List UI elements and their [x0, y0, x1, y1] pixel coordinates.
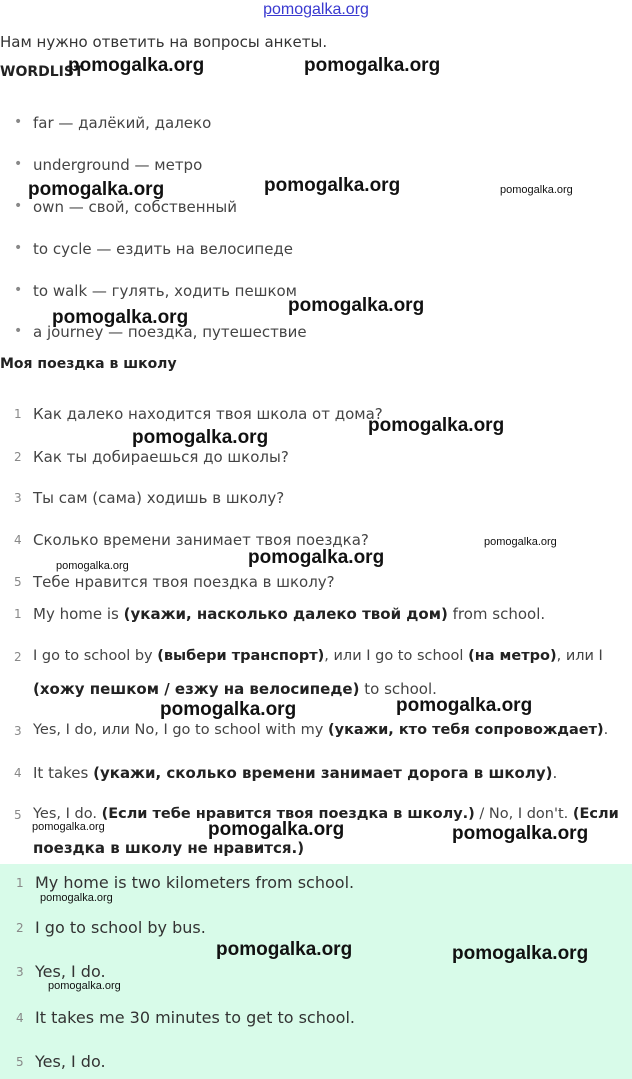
- template-number: 5: [14, 808, 22, 822]
- wordlist-item-text: to cycle — ездить на велосипеде: [33, 240, 294, 258]
- question-text: Сколько времени занимает твоя поездка?: [33, 531, 369, 549]
- question-number: 1: [14, 407, 22, 421]
- section-title: Моя поездка в школу: [0, 356, 177, 372]
- template-text: My home is (укажи, насколько далеко твой дом) from school.: [33, 605, 546, 623]
- template-row: [0, 648, 632, 670]
- watermark: pomogalka.org: [452, 943, 589, 964]
- question-number: 2: [14, 450, 22, 464]
- watermark: pomogalka.org: [208, 819, 345, 840]
- watermark: pomogalka.org: [264, 175, 401, 196]
- question-number: 5: [14, 575, 22, 589]
- template-number: 2: [14, 650, 22, 664]
- bullet-icon: •: [14, 198, 23, 214]
- wordlist-item-text: own — свой, собственный: [33, 198, 237, 216]
- watermark: pomogalka.org: [288, 295, 425, 316]
- bullet-icon: •: [14, 240, 23, 256]
- watermark: pomogalka.org: [160, 699, 297, 720]
- watermark: pomogalka.org: [452, 823, 589, 844]
- wordlist-item: [0, 198, 632, 220]
- template-text: It takes (укажи, сколько времени занимает дорога в школу).: [33, 764, 558, 782]
- template-number: 1: [14, 607, 22, 621]
- watermark: pomogalka.org: [40, 892, 113, 904]
- template-text: I go to school by (выбери транспорт), или I go to school (на метро), или I: [33, 648, 603, 664]
- answer-text: It takes me 30 minutes to get to school.: [35, 1008, 355, 1027]
- answer-text: Yes, I do.: [35, 1052, 106, 1071]
- wordlist-item-text: far — далёкий, далеко: [33, 114, 212, 132]
- watermark: pomogalka.org: [396, 695, 533, 716]
- watermark: pomogalka.org: [56, 560, 129, 572]
- bullet-icon: •: [14, 282, 23, 298]
- watermark: pomogalka.org: [28, 179, 165, 200]
- answer-text: My home is two kilometers from school.: [35, 873, 355, 892]
- watermark: pomogalka.org: [32, 821, 105, 833]
- watermark: pomogalka.org: [48, 980, 121, 992]
- question-row: [0, 573, 632, 595]
- answer-row: [0, 1052, 632, 1076]
- answer-number: 4: [16, 1011, 24, 1025]
- template-text-continued: (хожу пешком / езжу на велосипеде) to school.: [33, 680, 437, 698]
- answer-number: 2: [16, 921, 24, 935]
- intro-text: Нам нужно ответить на вопросы анкеты.: [0, 33, 328, 51]
- watermark: pomogalka.org: [132, 427, 269, 448]
- template-number: 4: [14, 766, 22, 780]
- question-text: Как ты добираешься до школы?: [33, 448, 289, 466]
- bullet-icon: •: [14, 156, 23, 172]
- wordlist-title: WORDLIST: [0, 64, 84, 80]
- watermark: pomogalka.org: [484, 536, 557, 548]
- wordlist-item-text: to walk — гулять, ходить пешком: [33, 282, 297, 300]
- question-text: Как далеко находится твоя школа от дома?: [33, 405, 383, 423]
- watermark: pomogalka.org: [68, 55, 205, 76]
- answer-number: 3: [16, 965, 24, 979]
- site-link[interactable]: pomogalka.org: [263, 1, 369, 18]
- wordlist-item: [0, 114, 632, 136]
- question-number: 4: [14, 533, 22, 547]
- watermark: pomogalka.org: [216, 939, 353, 960]
- template-row: [0, 605, 632, 627]
- template-row: [0, 722, 632, 744]
- watermark: pomogalka.org: [368, 415, 505, 436]
- question-row: [0, 489, 632, 511]
- template-text: Yes, I do, или No, I go to school with my (укажи, кто тебя сопровождает).: [33, 722, 609, 738]
- question-row: [0, 405, 632, 427]
- bullet-icon: •: [14, 323, 23, 339]
- wordlist-item-text: a journey — поездка, путешествие: [33, 323, 307, 341]
- template-number: 3: [14, 724, 22, 738]
- template-row: [0, 764, 632, 786]
- wordlist-item: [0, 240, 632, 262]
- answer-text: I go to school by bus.: [35, 918, 206, 937]
- question-row: [0, 448, 632, 470]
- bullet-icon: •: [14, 114, 23, 130]
- template-text-continued: поездка в школу не нравится.): [33, 839, 305, 857]
- watermark: pomogalka.org: [52, 307, 189, 328]
- watermark: pomogalka.org: [248, 547, 385, 568]
- template-text: Yes, I do. (Если тебе нравится твоя поездка в школу.) / No, I don't. (Если: [33, 806, 619, 822]
- question-number: 3: [14, 491, 22, 505]
- answer-text: Yes, I do.: [35, 962, 106, 981]
- wordlist-item-text: underground — метро: [33, 156, 203, 174]
- watermark: pomogalka.org: [304, 55, 441, 76]
- answer-row: [0, 1008, 632, 1032]
- question-text: Ты сам (сама) ходишь в школу?: [33, 489, 285, 507]
- answer-number: 5: [16, 1055, 24, 1069]
- watermark: pomogalka.org: [500, 184, 573, 196]
- answer-number: 1: [16, 876, 24, 890]
- question-text: Тебе нравится твоя поездка в школу?: [33, 573, 335, 591]
